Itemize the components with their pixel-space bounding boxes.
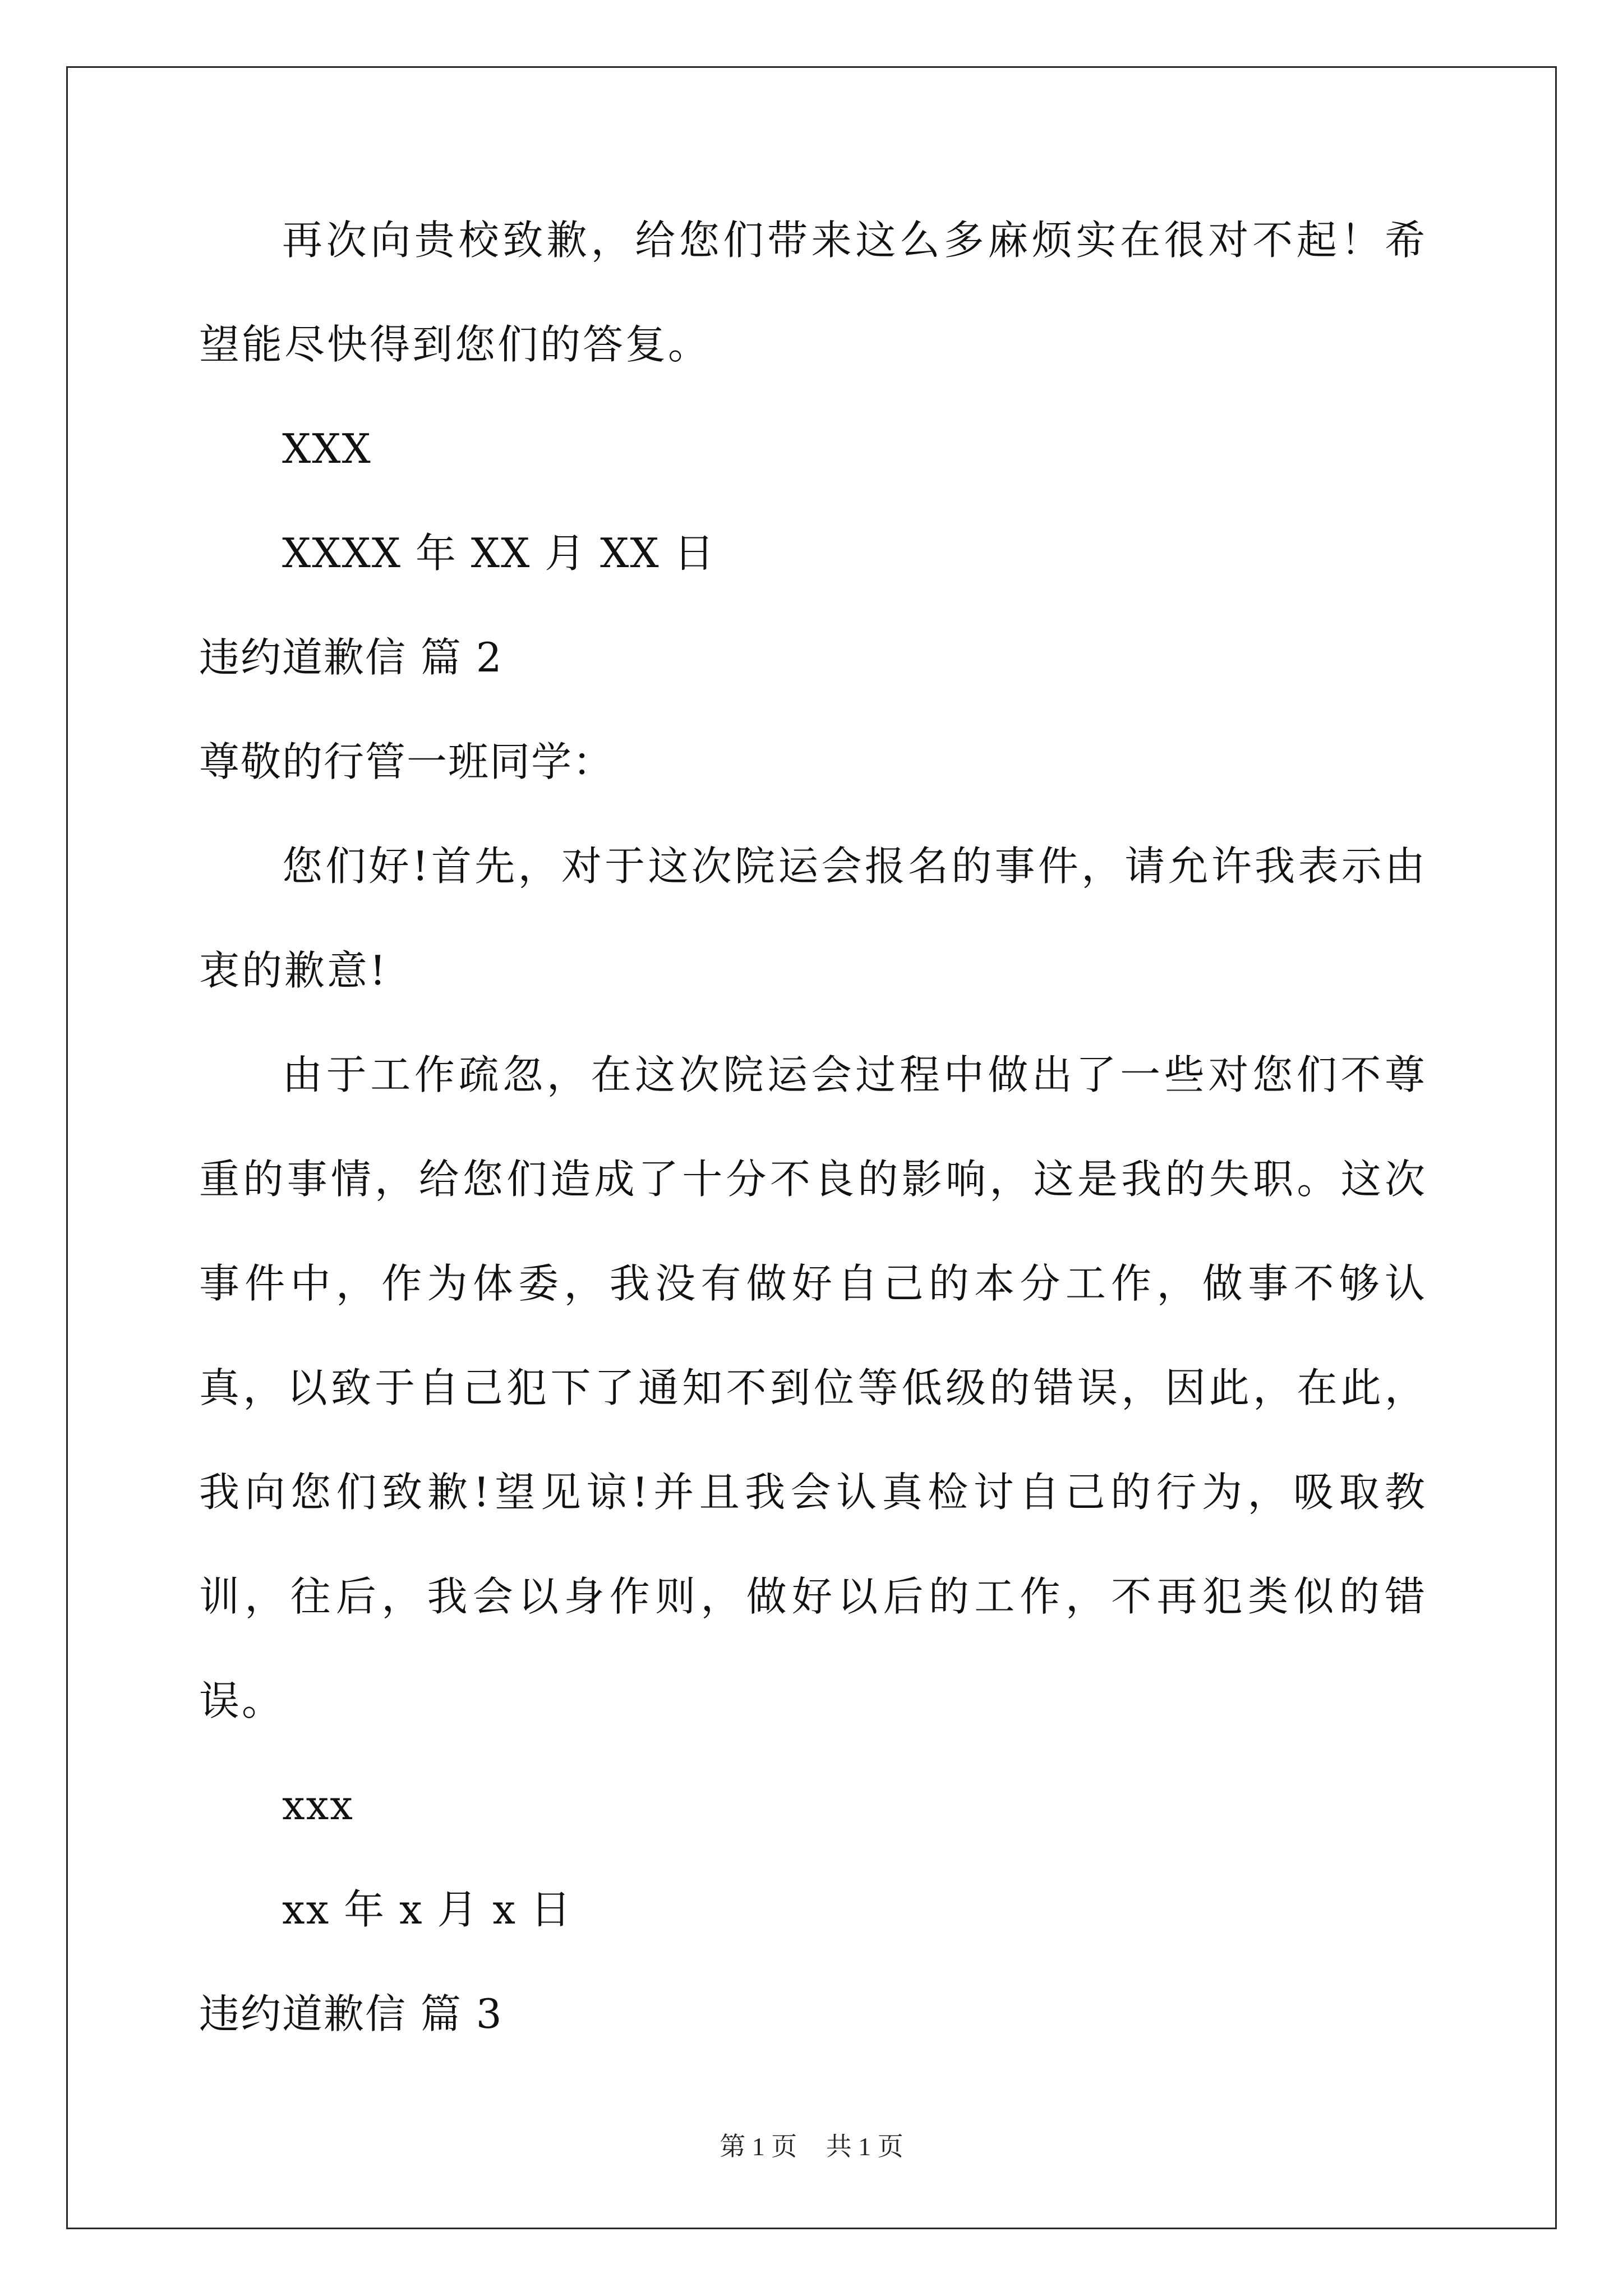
- page-number: 第 1 页: [720, 2132, 797, 2161]
- signature-date: XXXX 年 XX 月 XX 日: [282, 530, 716, 577]
- signature-name: XXX: [282, 425, 372, 472]
- salutation: 尊敬的行管一班同学：: [199, 738, 615, 785]
- section-heading: 违约道歉信 篇 2: [199, 634, 503, 681]
- body-paragraph: 由于工作疏忽，在这次院运会过程中做出了一些对您们不尊重的事情，给您们造成了十分不良的影响，这是我的失职。这次事件中，作为体委，我没有做好自己的本分工作，做事不够认真，以致于自己犯下了通知不到位等低级的错误，因此，在此，我向您们致歉!望见谅!并且我会认真检讨自己的行为，吸取教训，往后，我会以身作则，做好以后的工作，不再犯类似的错误。: [199, 1051, 1427, 1724]
- signature-date: xx 年 x 月 x 日: [282, 1886, 572, 1933]
- body-paragraph: 您们好!首先，对于这次院运会报名的事件，请允许我表示由衷的歉意!: [199, 843, 1427, 994]
- page-count: 共 1 页: [826, 2132, 903, 2161]
- page-footer: [0, 2126, 1623, 2163]
- document-body: [199, 213, 1427, 2091]
- closing-paragraph: 再次向贵校致歉，给您们带来这么多麻烦实在很对不起！希望能尽快得到您们的答复。: [199, 217, 1427, 368]
- section-heading: 违约道歉信 篇 3: [199, 1990, 503, 2037]
- signature-name: xxx: [282, 1782, 354, 1829]
